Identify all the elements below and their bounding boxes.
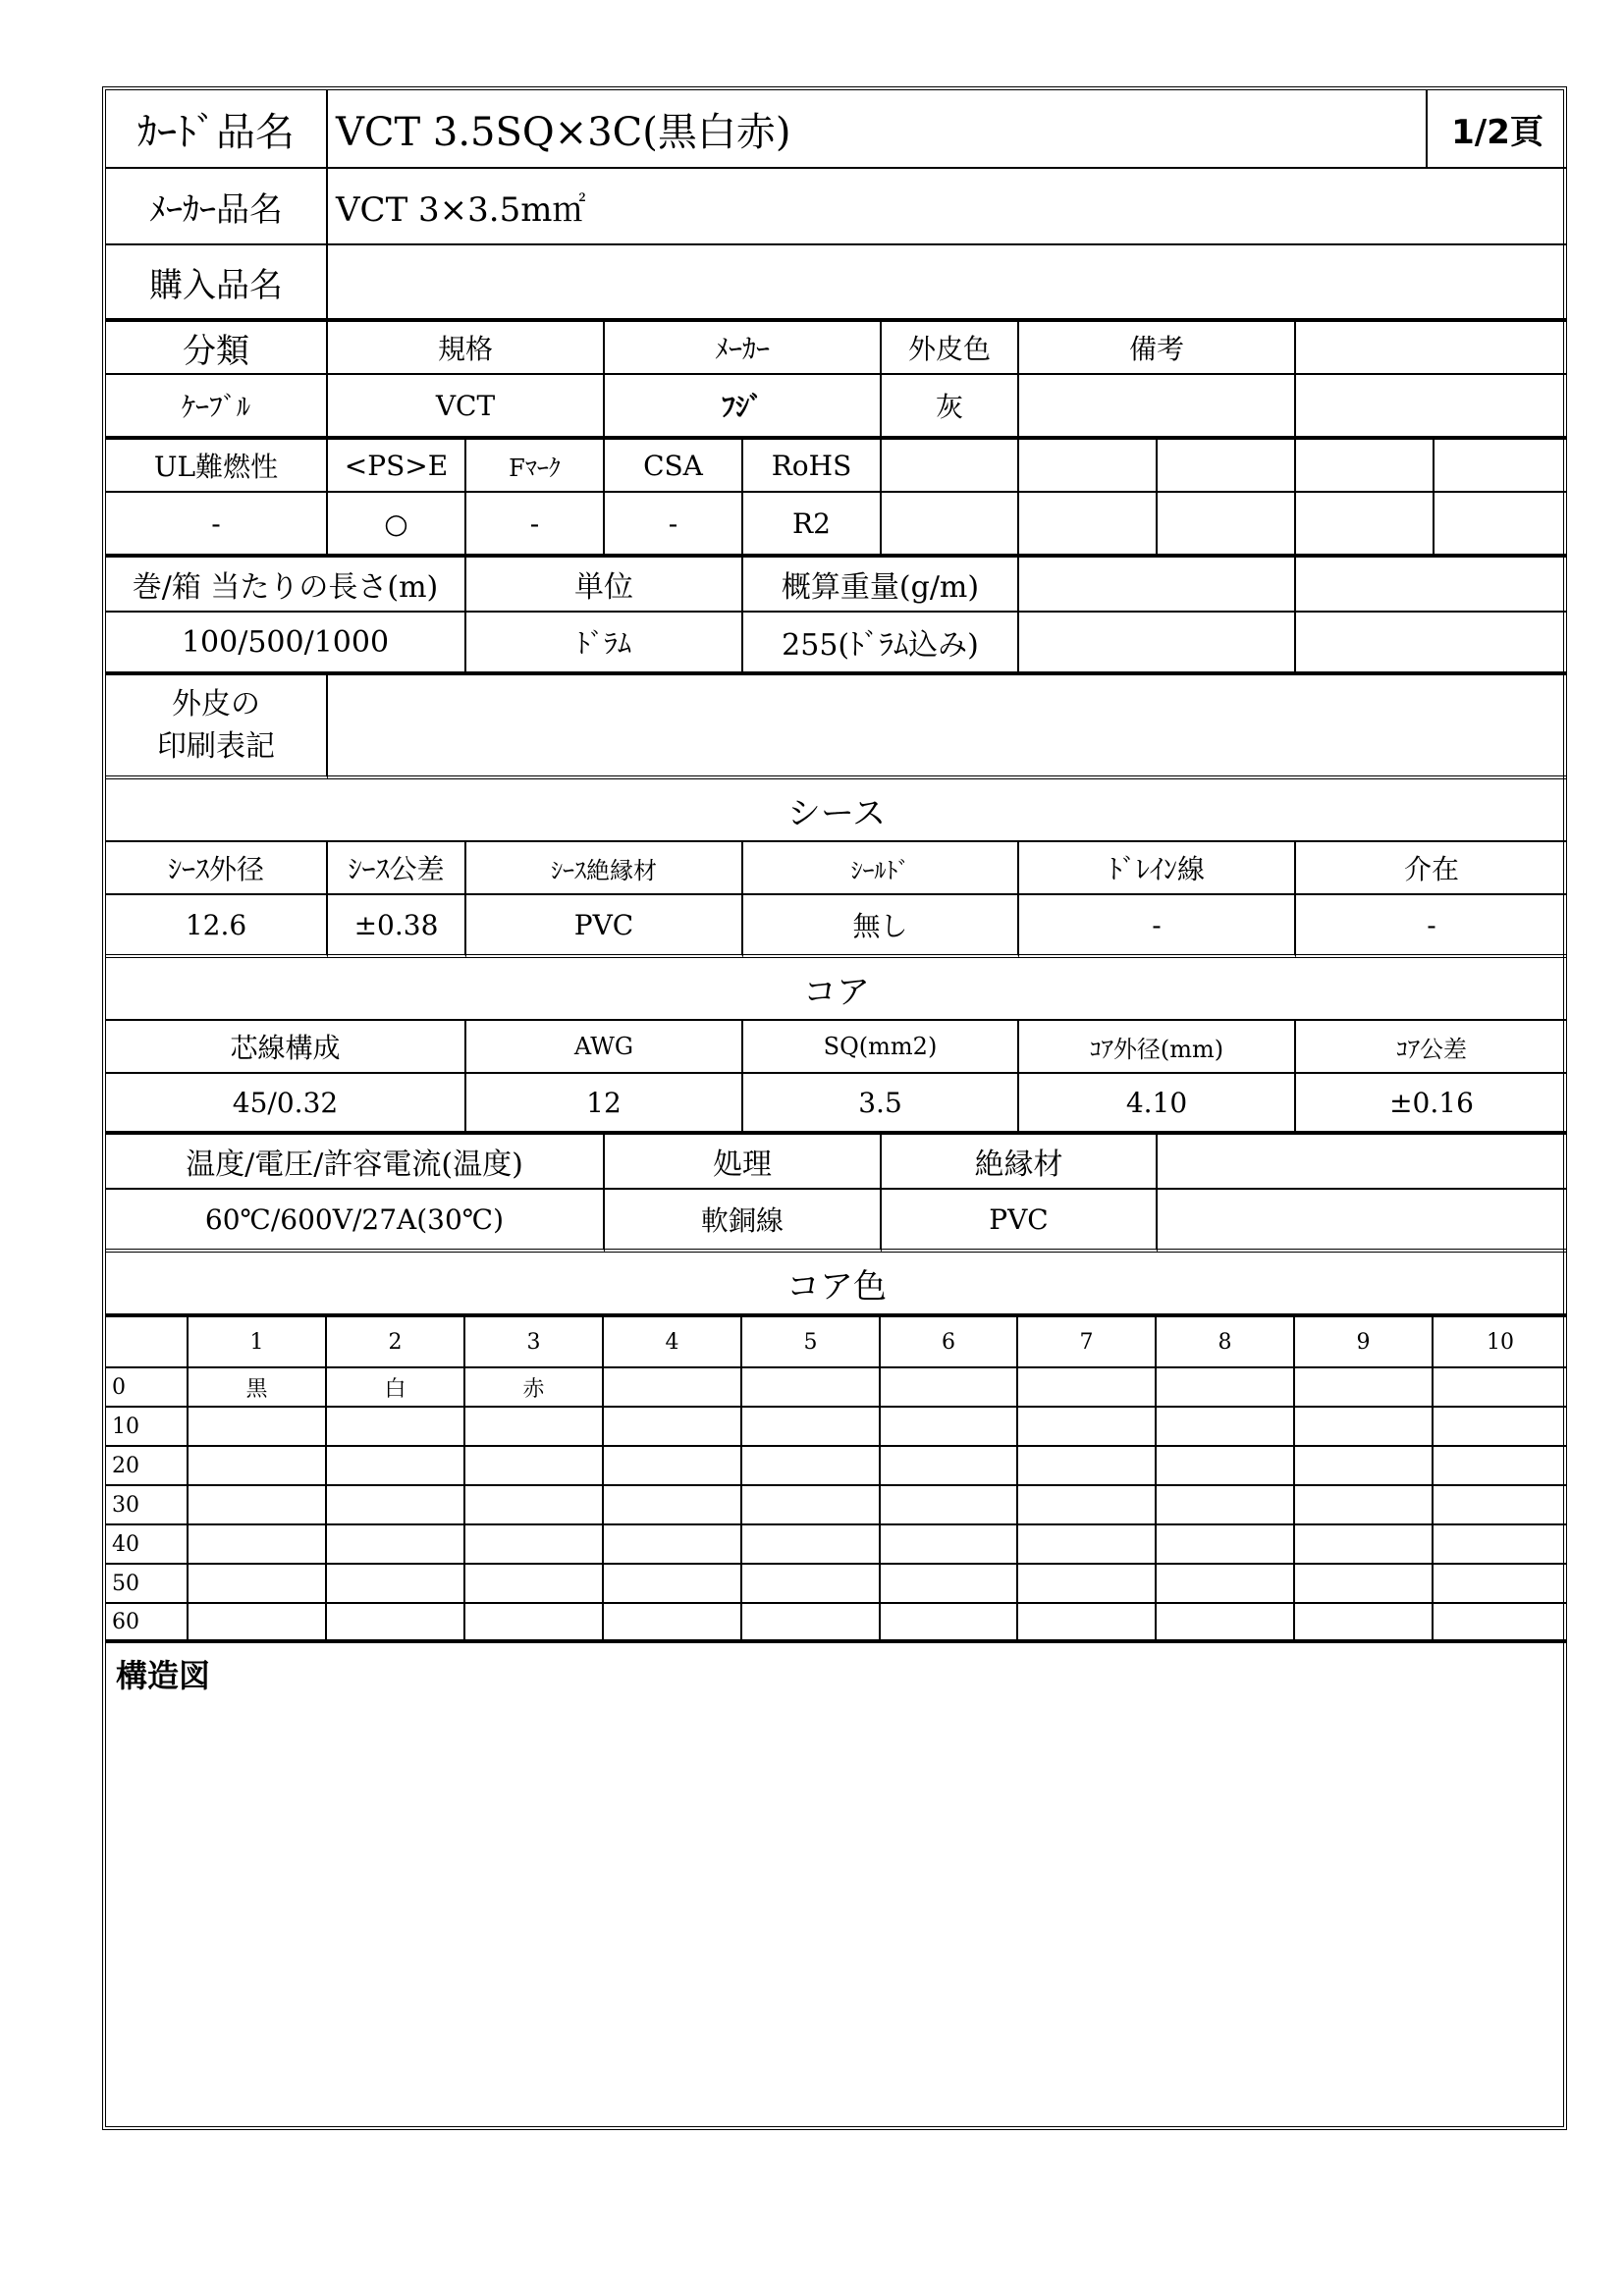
pse-header: <PS>E — [328, 440, 466, 493]
classification-value-row — [106, 375, 1563, 440]
structure-diagram-label: 構造図 — [116, 1657, 211, 1694]
length-extra-value-1 — [1019, 613, 1296, 675]
rating-value-row — [106, 1190, 1563, 1253]
grid-cell — [465, 1408, 604, 1447]
drain-wire-value: - — [1019, 895, 1296, 958]
grid-column-header: 7 — [1018, 1317, 1157, 1368]
grid-cell — [1157, 1368, 1295, 1408]
grid-cell — [1018, 1486, 1157, 1525]
conductor-config-header: 芯線構成 — [106, 1021, 466, 1074]
standard-header: 規格 — [328, 322, 605, 375]
grid-column-header: 5 — [742, 1317, 881, 1368]
spec-sheet — [102, 86, 1567, 2130]
print-notation-label — [106, 675, 328, 779]
cert-extra-value-3 — [1158, 493, 1296, 558]
grid-cell — [881, 1486, 1018, 1525]
core-value-row — [106, 1074, 1563, 1135]
grid-cell — [881, 1604, 1018, 1643]
ul-flame-value: - — [106, 493, 328, 558]
sq-value: 3.5 — [743, 1074, 1019, 1135]
grid-column-header: 10 — [1434, 1317, 1567, 1368]
length-extra-header-1 — [1019, 558, 1296, 613]
grid-cell — [327, 1408, 465, 1447]
grid-cell: 白 — [327, 1368, 465, 1408]
grid-cell — [189, 1447, 327, 1486]
grid-cell — [1434, 1408, 1567, 1447]
sheath-od-value: 12.6 — [106, 895, 328, 958]
grid-cell — [189, 1565, 327, 1604]
cert-extra-header-1 — [882, 440, 1019, 493]
sheath-od-header: ｼｰｽ外径 — [106, 842, 328, 895]
cert-extra-header-2 — [1019, 440, 1158, 493]
grid-cell — [604, 1368, 742, 1408]
grid-cell — [1295, 1368, 1434, 1408]
grid-cell — [1434, 1368, 1567, 1408]
core-color-section-title: コア色 — [106, 1253, 1567, 1317]
core-header-row — [106, 1021, 1563, 1074]
classification-header-row — [106, 322, 1563, 375]
card-name-label: ｶｰﾄﾞ品名 — [106, 90, 328, 169]
grid-cell — [327, 1486, 465, 1525]
remarks-value — [1019, 375, 1296, 440]
cert-extra-value-2 — [1019, 493, 1158, 558]
grid-cell — [1018, 1604, 1157, 1643]
grid-cell — [742, 1604, 881, 1643]
core-tolerance-value: ±0.16 — [1296, 1074, 1567, 1135]
jacket-color-value: 灰 — [882, 375, 1019, 440]
grid-cell — [881, 1368, 1018, 1408]
insulation-header: 絶縁材 — [882, 1135, 1158, 1190]
grid-cell — [881, 1525, 1018, 1565]
standard-value: VCT — [328, 375, 605, 440]
sheath-header-row — [106, 842, 1563, 895]
grid-column-header: 6 — [881, 1317, 1018, 1368]
print-notation-row — [106, 675, 1563, 779]
core-od-value: 4.10 — [1019, 1074, 1296, 1135]
certs-value-row — [106, 493, 1563, 558]
rating-value: 60℃/600V/27A(30℃) — [106, 1190, 605, 1253]
grid-cell — [881, 1565, 1018, 1604]
cert-extra-header-4 — [1296, 440, 1435, 493]
grid-cell — [1157, 1447, 1295, 1486]
awg-value: 12 — [466, 1074, 743, 1135]
grid-cell — [881, 1408, 1018, 1447]
grid-cell — [1295, 1525, 1434, 1565]
core-color-title-row — [106, 1253, 1563, 1317]
grid-row-label: 10 — [106, 1408, 189, 1447]
grid-cell — [604, 1525, 742, 1565]
grid-cell — [604, 1486, 742, 1525]
grid-cell — [465, 1565, 604, 1604]
core-od-header: ｺｱ外径(mm) — [1019, 1021, 1296, 1074]
classification-header: 分類 — [106, 322, 328, 375]
grid-cell — [327, 1447, 465, 1486]
unit-value: ﾄﾞﾗﾑ — [466, 613, 743, 675]
rating-extra-header — [1158, 1135, 1567, 1190]
grid-cell — [742, 1408, 881, 1447]
sheath-insulation-header: ｼｰｽ絶縁材 — [466, 842, 743, 895]
grid-cell — [742, 1447, 881, 1486]
csa-value: - — [605, 493, 743, 558]
grid-cell — [189, 1604, 327, 1643]
grid-column-header: 3 — [465, 1317, 604, 1368]
grid-column-header: 1 — [189, 1317, 327, 1368]
print-notation-label-line1: 外皮の — [172, 686, 260, 721]
grid-cell — [604, 1565, 742, 1604]
grid-cell — [742, 1368, 881, 1408]
csa-header: CSA — [605, 440, 743, 493]
print-notation-value — [328, 675, 1567, 779]
grid-corner-cell — [106, 1317, 189, 1368]
grid-cell — [604, 1604, 742, 1643]
grid-cell — [189, 1486, 327, 1525]
grid-cell — [1157, 1486, 1295, 1525]
sheath-section-title: シース — [106, 779, 1567, 842]
grid-cell — [1295, 1486, 1434, 1525]
print-notation-label-line2: 印刷表記 — [157, 729, 275, 764]
filler-value: - — [1296, 895, 1567, 958]
sheath-tolerance-value: ±0.38 — [328, 895, 466, 958]
length-extra-header-2 — [1296, 558, 1567, 613]
cert-extra-header-5 — [1435, 440, 1567, 493]
weight-value: 255(ﾄﾞﾗﾑ込み) — [743, 613, 1019, 675]
grid-cell — [1157, 1525, 1295, 1565]
grid-cell — [1295, 1565, 1434, 1604]
rohs-header: RoHS — [743, 440, 882, 493]
grid-cell — [742, 1525, 881, 1565]
classification-extra-header — [1296, 322, 1567, 375]
grid-row-label: 0 — [106, 1368, 189, 1408]
card-name-value: VCT 3.5SQ×3C(黒白赤) — [328, 90, 1428, 169]
shield-value: 無し — [743, 895, 1019, 958]
sheath-insulation-value: PVC — [466, 895, 743, 958]
classification-extra-value — [1296, 375, 1567, 440]
purchase-name-label: 購入品名 — [106, 245, 328, 322]
rating-extra-value — [1158, 1190, 1567, 1253]
treatment-header: 処理 — [605, 1135, 882, 1190]
sq-header: SQ(mm2) — [743, 1021, 1019, 1074]
cert-extra-value-5 — [1435, 493, 1567, 558]
grid-column-header: 9 — [1295, 1317, 1434, 1368]
length-per-reel-value: 100/500/1000 — [106, 613, 466, 675]
grid-cell — [327, 1525, 465, 1565]
grid-cell — [604, 1408, 742, 1447]
length-extra-value-2 — [1296, 613, 1567, 675]
grid-row-label: 60 — [106, 1604, 189, 1643]
classification-value: ｹｰﾌﾞﾙ — [106, 375, 328, 440]
grid-cell — [1018, 1368, 1157, 1408]
jacket-color-header: 外皮色 — [882, 322, 1019, 375]
core-color-grid — [106, 1317, 1563, 1641]
f-mark-header: Fﾏｰｸ — [466, 440, 605, 493]
purchase-name-value — [328, 245, 1567, 322]
grid-cell — [1157, 1604, 1295, 1643]
grid-column-header: 2 — [327, 1317, 465, 1368]
grid-cell — [465, 1447, 604, 1486]
grid-cell — [1157, 1408, 1295, 1447]
grid-cell — [189, 1525, 327, 1565]
sheath-title-row — [106, 779, 1563, 842]
sheath-tolerance-header: ｼｰｽ公差 — [328, 842, 466, 895]
grid-row-label: 50 — [106, 1565, 189, 1604]
sheath-value-row — [106, 895, 1563, 958]
conductor-config-value: 45/0.32 — [106, 1074, 466, 1135]
length-per-reel-header: 巻/箱 当たりの長さ(m) — [106, 558, 466, 613]
grid-cell — [1434, 1604, 1567, 1643]
weight-header: 概算重量(g/m) — [743, 558, 1019, 613]
grid-cell — [1434, 1565, 1567, 1604]
grid-cell — [1295, 1408, 1434, 1447]
maker-name-value: VCT 3×3.5m㎡ — [328, 169, 1567, 245]
grid-cell: 赤 — [465, 1368, 604, 1408]
length-value-row — [106, 613, 1563, 675]
remarks-header: 備考 — [1019, 322, 1296, 375]
grid-cell — [881, 1447, 1018, 1486]
grid-cell — [189, 1408, 327, 1447]
core-section-title: コア — [106, 958, 1567, 1021]
certs-header-row — [106, 440, 1563, 493]
grid-cell — [1018, 1408, 1157, 1447]
grid-cell — [1434, 1525, 1567, 1565]
grid-cell — [742, 1565, 881, 1604]
maker-value: ﾌｼﾞ — [605, 375, 882, 440]
grid-row-label: 30 — [106, 1486, 189, 1525]
grid-cell — [465, 1525, 604, 1565]
unit-header: 単位 — [466, 558, 743, 613]
grid-column-header: 4 — [604, 1317, 742, 1368]
grid-row-label: 20 — [106, 1447, 189, 1486]
grid-cell: 黒 — [189, 1368, 327, 1408]
grid-cell — [465, 1486, 604, 1525]
rohs-value: R2 — [743, 493, 882, 558]
treatment-value: 軟銅線 — [605, 1190, 882, 1253]
structure-diagram-area — [106, 1641, 1563, 2128]
filler-header: 介在 — [1296, 842, 1567, 895]
awg-header: AWG — [466, 1021, 743, 1074]
shield-header: ｼｰﾙﾄﾞ — [743, 842, 1019, 895]
grid-cell — [327, 1604, 465, 1643]
ul-flame-header: UL難燃性 — [106, 440, 328, 493]
maker-header: ﾒｰｶｰ — [605, 322, 882, 375]
maker-name-row — [106, 169, 1563, 245]
grid-cell — [1018, 1447, 1157, 1486]
grid-cell — [1295, 1447, 1434, 1486]
cert-extra-header-3 — [1158, 440, 1296, 493]
grid-cell — [1018, 1565, 1157, 1604]
insulation-value: PVC — [882, 1190, 1158, 1253]
grid-cell — [742, 1486, 881, 1525]
rating-header: 温度/電圧/許容電流(温度) — [106, 1135, 605, 1190]
card-name-row — [106, 90, 1563, 169]
grid-cell — [465, 1604, 604, 1643]
cert-extra-value-4 — [1296, 493, 1435, 558]
rating-header-row — [106, 1135, 1563, 1190]
purchase-name-row — [106, 245, 1563, 322]
grid-cell — [1157, 1565, 1295, 1604]
grid-row-label: 40 — [106, 1525, 189, 1565]
core-tolerance-header: ｺｱ公差 — [1296, 1021, 1567, 1074]
grid-cell — [1434, 1447, 1567, 1486]
maker-name-label: ﾒｰｶｰ品名 — [106, 169, 328, 245]
pse-value: ○ — [328, 493, 466, 558]
cert-extra-value-1 — [882, 493, 1019, 558]
grid-cell — [1018, 1525, 1157, 1565]
grid-cell — [1295, 1604, 1434, 1643]
f-mark-value: - — [466, 493, 605, 558]
grid-cell — [604, 1447, 742, 1486]
grid-cell — [1434, 1486, 1567, 1525]
page-number: 1/2頁 — [1428, 90, 1567, 169]
grid-column-header: 8 — [1157, 1317, 1295, 1368]
length-header-row — [106, 558, 1563, 613]
core-title-row — [106, 958, 1563, 1021]
drain-wire-header: ﾄﾞﾚｲﾝ線 — [1019, 842, 1296, 895]
grid-cell — [327, 1565, 465, 1604]
